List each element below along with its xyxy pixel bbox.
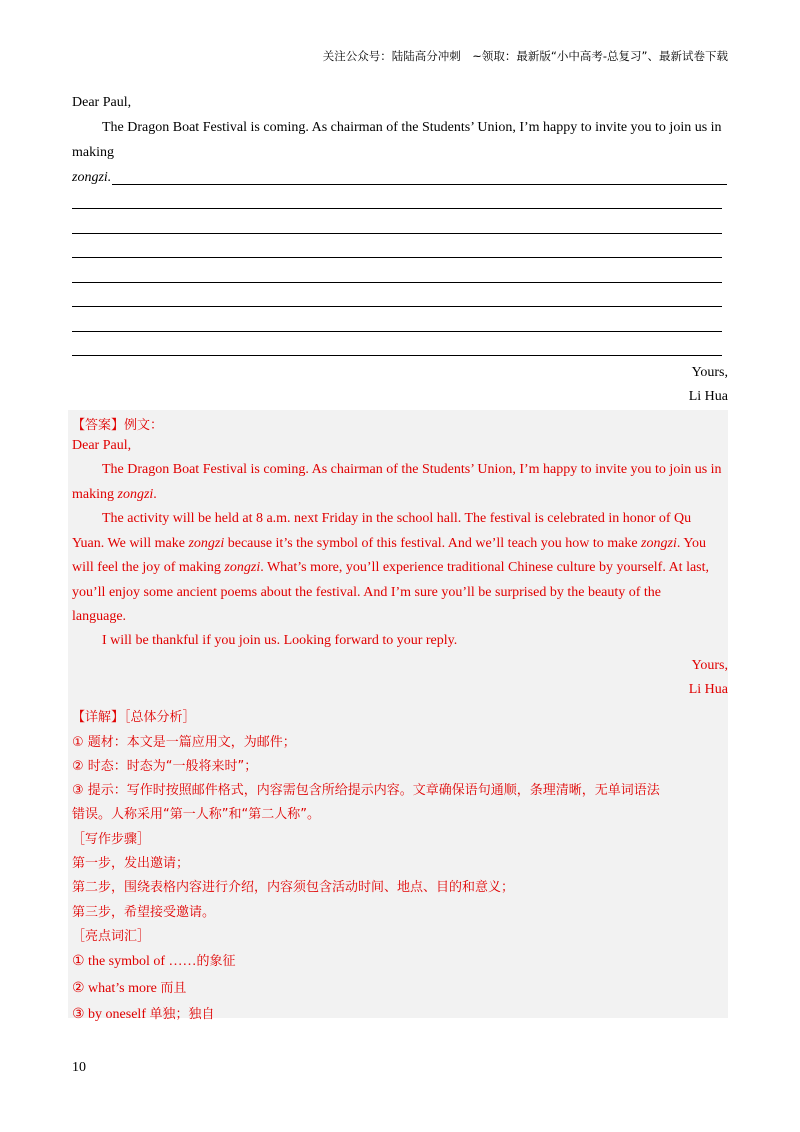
analysis-item3-line1: ③ 提示：写作时按照邮件格式，内容需包含所给提示内容。文章确保语句通顺，条理清晰，无单词语法 (72, 783, 660, 798)
step-3: 第三步，希望接受邀请。 (72, 905, 216, 920)
writing-line (72, 233, 722, 234)
answer-salutation: Dear Paul, (72, 438, 132, 453)
writing-line (72, 257, 722, 258)
question-closing: Yours, (691, 365, 728, 380)
step-1: 第一步，发出邀请； (72, 856, 190, 871)
steps-title: ［写作步骤］ (72, 832, 151, 847)
writing-line (72, 306, 722, 307)
answer-p1: The Dragon Boat Festival is coming. As chairman of the Students’ Union, I’m happy to invite you to join us in (102, 462, 722, 477)
step-2: 第二步，围绕表格内容进行介绍，内容须包含活动时间、地点、目的和意义； (72, 880, 515, 895)
analysis-item3-line2: 错误。人称采用“第一人称”和“第二人称”。 (72, 807, 320, 822)
page-number: 10 (72, 1060, 86, 1075)
answer-p2-line3: will feel the joy of making zongzi. What’s more, you’ll experience traditional Chinese culture by yourself. At last, (72, 560, 710, 575)
question-signature: Li Hua (688, 389, 728, 404)
answer-closing: Yours, (691, 658, 728, 673)
writing-line (72, 331, 722, 332)
writing-line (112, 184, 727, 185)
page-header: 关注公众号：陆陆高分冲刺 ~领取：最新版“小中高考-总复习”、最新试卷下载 (322, 49, 728, 63)
answer-p2-line1: The activity will be held at 8 a.m. next Friday in the school hall. The festival is celebrated in honor of Qu (102, 511, 692, 526)
answer-tag: 【答案】例文： (72, 418, 164, 433)
analysis-item1: ① 题材：本文是一篇应用文，为邮件； (72, 735, 296, 750)
question-zongzi (72, 170, 111, 186)
writing-line (72, 355, 722, 356)
writing-line (72, 282, 722, 283)
answer-p3: I will be thankful if you join us. Looking forward to your reply. (102, 633, 458, 648)
answer-p1-cont: making zongzi. (72, 487, 157, 502)
answer-p2-line4: you’ll enjoy some ancient poems about the festival. And I’m sure you’ll be surprised by the beauty of the (72, 585, 662, 600)
question-salutation: Dear Paul, (72, 95, 132, 110)
answer-p2-line2: Yuan. We will make zongzi because it’s the symbol of this festival. And we’ll teach you how to make zongzi. You (72, 536, 707, 551)
vocab-item-2: ② what’s more 而且 (72, 981, 187, 996)
answer-signature: Li Hua (688, 682, 728, 697)
zongzi-word: zongzi. (72, 170, 112, 185)
question-intro: The Dragon Boat Festival is coming. As chairman of the Students’ Union, I’m happy to invite you to join us in (102, 120, 722, 135)
analysis-tag: 【详解】［总体分析］ (72, 710, 196, 725)
answer-p2-line5: language. (72, 609, 127, 624)
question-intro-cont: making (72, 145, 114, 160)
analysis-item2: ② 时态：时态为“一般将来时”； (72, 759, 258, 774)
vocab-title: ［亮点词汇］ (72, 929, 151, 944)
vocab-item-1: ① the symbol of ……的象征 (72, 954, 236, 969)
vocab-item-3: ③ by oneself 单独；独自 (72, 1007, 215, 1022)
writing-line (72, 208, 722, 209)
